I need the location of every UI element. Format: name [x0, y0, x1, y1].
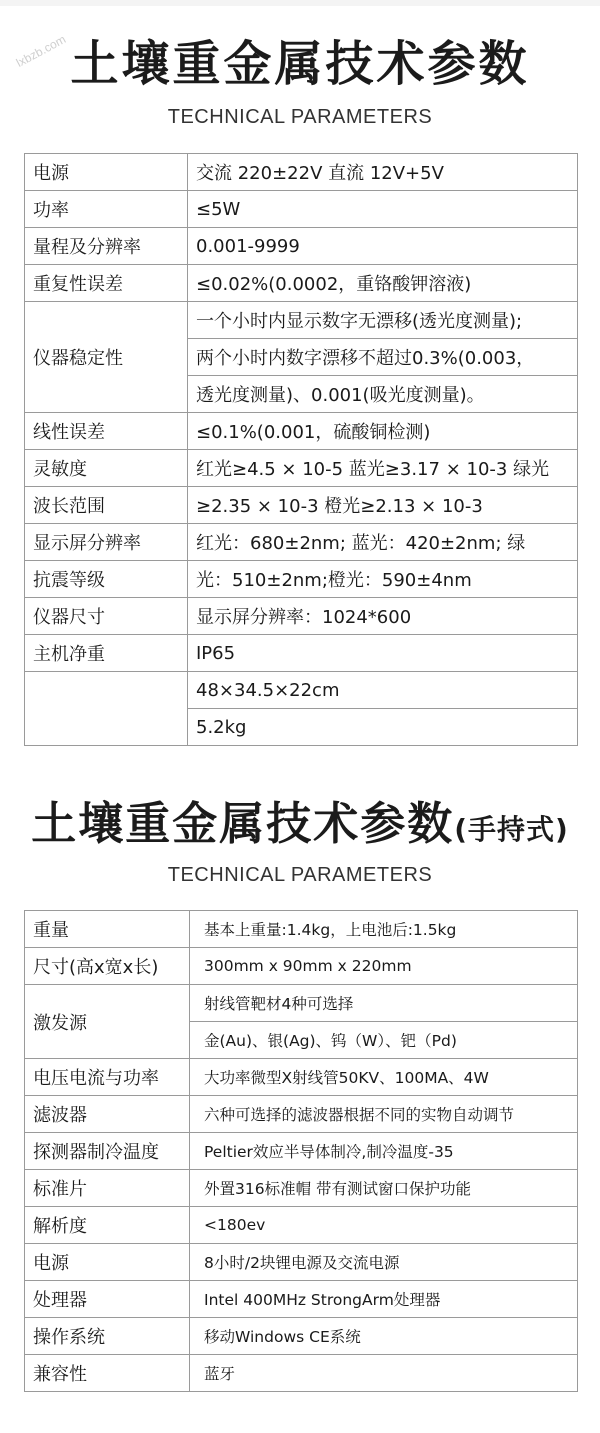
table-row — [25, 524, 578, 561]
param-value: 红光：680±2nm; 蓝光：420±2nm; 绿 — [188, 524, 578, 561]
param-value: 基本上重量:1.4kg，上电池后:1.5kg — [190, 911, 578, 948]
param-value: <180ev — [190, 1207, 578, 1244]
param-value: Intel 400MHz StrongArm处理器 — [190, 1281, 578, 1318]
param-label: 仪器稳定性 — [25, 302, 188, 413]
param-label: 滤波器 — [25, 1096, 190, 1133]
param-label: 电压电流与功率 — [25, 1059, 190, 1096]
param-label: 电源 — [25, 154, 188, 191]
section2-title-suffix: (手持式) — [454, 813, 569, 846]
param-value: 显示屏分辨率：1024*600 — [188, 598, 578, 635]
param-value: 一个小时内显示数字无漂移(透光度测量); — [188, 302, 578, 339]
param-label: 显示屏分辨率 — [25, 524, 188, 561]
param-label: 重复性误差 — [25, 265, 188, 302]
section1-title: 土壤重金属技术参数 — [70, 36, 530, 92]
param-label — [25, 672, 188, 746]
table-row — [25, 948, 578, 985]
param-value: 蓝牙 — [190, 1355, 578, 1392]
table-row — [25, 598, 578, 635]
param-label: 主机净重 — [25, 635, 188, 672]
param-label: 量程及分辨率 — [25, 228, 188, 265]
table-row — [25, 487, 578, 524]
param-value: ≤0.02%(0.0002，重铬酸钾溶液) — [188, 265, 578, 302]
table-row — [25, 1096, 578, 1133]
table-row — [25, 1318, 578, 1355]
param-value: 光：510±2nm;橙光：590±4nm — [188, 561, 578, 598]
table-row — [25, 672, 578, 709]
param-value: 5.2kg — [188, 709, 578, 746]
param-value: ≤5W — [188, 191, 578, 228]
section1-parameters-table — [24, 153, 578, 746]
param-label: 操作系统 — [25, 1318, 190, 1355]
table-row — [25, 911, 578, 948]
table-row — [25, 1244, 578, 1281]
param-value: 8小时/2块锂电源及交流电源 — [190, 1244, 578, 1281]
table-row — [25, 265, 578, 302]
param-label: 兼容性 — [25, 1355, 190, 1392]
section2-title-main: 土壤重金属技术参数 — [31, 797, 455, 850]
param-value: 交流 220±22V 直流 12V+5V — [188, 154, 578, 191]
table-row — [25, 1133, 578, 1170]
param-label: 重量 — [25, 911, 190, 948]
param-label: 解析度 — [25, 1207, 190, 1244]
watermark: lxbzb.com — [13, 32, 69, 70]
table-row — [25, 450, 578, 487]
table-row — [25, 228, 578, 265]
param-label: 尺寸(高x宽x长) — [25, 948, 190, 985]
param-value: 0.001-9999 — [188, 228, 578, 265]
section2-parameters-table — [24, 910, 578, 1392]
table-row — [25, 191, 578, 228]
param-label: 抗震等级 — [25, 561, 188, 598]
param-value: ≥2.35 × 10-3 橙光≥2.13 × 10-3 — [188, 487, 578, 524]
param-label: 处理器 — [25, 1281, 190, 1318]
table-row — [25, 302, 578, 339]
param-value: ≤0.1%(0.001，硫酸铜检测) — [188, 413, 578, 450]
table-row — [25, 985, 578, 1022]
param-label: 波长范围 — [25, 487, 188, 524]
param-value: 六种可选择的滤波器根据不同的实物自动调节 — [190, 1096, 578, 1133]
param-value: 射线管靶材4种可选择 — [190, 985, 578, 1022]
param-value: 300mm x 90mm x 220mm — [190, 948, 578, 985]
param-value: 大功率微型X射线管50KV、100MA、4W — [190, 1059, 578, 1096]
table-row — [25, 1059, 578, 1096]
param-value: 两个小时内数字漂移不超过0.3%(0.003， — [188, 339, 578, 376]
section2-subtitle: TECHNICAL PARAMETERS — [167, 864, 433, 886]
param-label: 标准片 — [25, 1170, 190, 1207]
param-label: 仪器尺寸 — [25, 598, 188, 635]
param-value: 48×34.5×22cm — [188, 672, 578, 709]
table-row — [25, 1355, 578, 1392]
param-value: 透光度测量)、0.001(吸光度测量)。 — [188, 376, 578, 413]
param-value: 外置316标准帽 带有测试窗口保护功能 — [190, 1170, 578, 1207]
table-row — [25, 561, 578, 598]
param-value: 金(Au)、银(Ag)、钨（W）、钯（Pd) — [190, 1022, 578, 1059]
param-label: 灵敏度 — [25, 450, 188, 487]
table-row — [25, 635, 578, 672]
param-value: 红光≥4.5 × 10-5 蓝光≥3.17 × 10-3 绿光 — [188, 450, 578, 487]
section1-subtitle: TECHNICAL PARAMETERS — [167, 106, 433, 128]
table-row — [25, 1281, 578, 1318]
param-value: 移动Windows CE系统 — [190, 1318, 578, 1355]
table-row — [25, 413, 578, 450]
param-label: 功率 — [25, 191, 188, 228]
param-label: 探测器制冷温度 — [25, 1133, 190, 1170]
param-value: IP65 — [188, 635, 578, 672]
param-label: 激发源 — [25, 985, 190, 1059]
table-row — [25, 154, 578, 191]
top-divider — [0, 0, 600, 6]
param-label: 线性误差 — [25, 413, 188, 450]
param-value: Peltier效应半导体制冷,制冷温度-35 — [190, 1133, 578, 1170]
table-row — [25, 1170, 578, 1207]
param-label: 电源 — [25, 1244, 190, 1281]
section2-title — [0, 794, 600, 860]
table-row — [25, 1207, 578, 1244]
